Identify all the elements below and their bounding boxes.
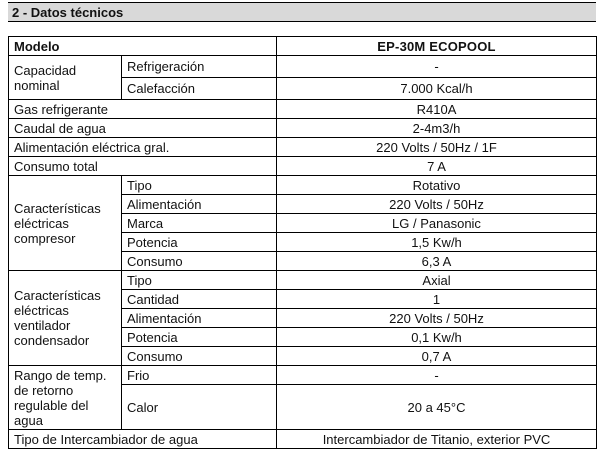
cell-value: 1,5 Kw/h bbox=[277, 233, 597, 252]
sub-label: Consumo bbox=[122, 252, 277, 271]
sub-label: Refrigeración bbox=[122, 56, 277, 78]
ventilador-label: Características eléctricas ventilador condensador bbox=[9, 271, 122, 366]
sub-label: Cantidad bbox=[122, 290, 277, 309]
table-row bbox=[9, 138, 597, 157]
row-label: Tipo de Intercambiador de agua bbox=[9, 430, 277, 449]
section-title: 2 - Datos técnicos bbox=[12, 5, 124, 20]
sub-label: Alimentación bbox=[122, 195, 277, 214]
sub-label: Tipo bbox=[122, 176, 277, 195]
cell-value: Rotativo bbox=[277, 176, 597, 195]
cell-value: 1 bbox=[277, 290, 597, 309]
compresor-label: Características eléctricas compresor bbox=[9, 176, 122, 271]
cell-value: 220 Volts / 50Hz bbox=[277, 309, 597, 328]
capacidad-label: Capacidad nominal bbox=[9, 56, 122, 100]
cell-value: 2-4m3/h bbox=[277, 119, 597, 138]
sub-label: Marca bbox=[122, 214, 277, 233]
model-label: Modelo bbox=[9, 37, 277, 56]
row-label: Caudal de agua bbox=[9, 119, 277, 138]
table-row bbox=[9, 100, 597, 119]
cell-value: - bbox=[277, 56, 597, 78]
cell-value: 0,7 A bbox=[277, 347, 597, 366]
cell-value: 220 Volts / 50Hz bbox=[277, 195, 597, 214]
cell-value: R410A bbox=[277, 100, 597, 119]
table-row bbox=[9, 56, 597, 78]
table-row bbox=[9, 176, 597, 195]
model-value: EP-30M ECOPOOL bbox=[277, 37, 597, 56]
row-label: Consumo total bbox=[9, 157, 277, 176]
row-label: Alimentación eléctrica gral. bbox=[9, 138, 277, 157]
sub-label: Calor bbox=[122, 385, 277, 430]
table-row bbox=[9, 157, 597, 176]
cell-value: 7.000 Kcal/h bbox=[277, 78, 597, 100]
cell-value: Axial bbox=[277, 271, 597, 290]
sub-label: Calefacción bbox=[122, 78, 277, 100]
sub-label: Consumo bbox=[122, 347, 277, 366]
table-row bbox=[9, 119, 597, 138]
cell-value: 7 A bbox=[277, 157, 597, 176]
technical-data-table bbox=[8, 36, 597, 449]
cell-value: 20 a 45°C bbox=[277, 385, 597, 430]
sub-label: Potencia bbox=[122, 328, 277, 347]
cell-value: - bbox=[277, 366, 597, 385]
cell-value: 220 Volts / 50Hz / 1F bbox=[277, 138, 597, 157]
section-header bbox=[8, 2, 596, 22]
sub-label: Potencia bbox=[122, 233, 277, 252]
sub-label: Frio bbox=[122, 366, 277, 385]
sub-label: Tipo bbox=[122, 271, 277, 290]
table-row bbox=[9, 430, 597, 449]
table-header-row bbox=[9, 37, 597, 56]
cell-value: LG / Panasonic bbox=[277, 214, 597, 233]
cell-value: 0,1 Kw/h bbox=[277, 328, 597, 347]
sub-label: Alimentación bbox=[122, 309, 277, 328]
cell-value: Intercambiador de Titanio, exterior PVC bbox=[277, 430, 597, 449]
row-label: Gas refrigerante bbox=[9, 100, 277, 119]
table-row bbox=[9, 271, 597, 290]
table-row bbox=[9, 366, 597, 385]
cell-value: 6,3 A bbox=[277, 252, 597, 271]
rango-label: Rango de temp. de retorno regulable del agua bbox=[9, 366, 122, 430]
